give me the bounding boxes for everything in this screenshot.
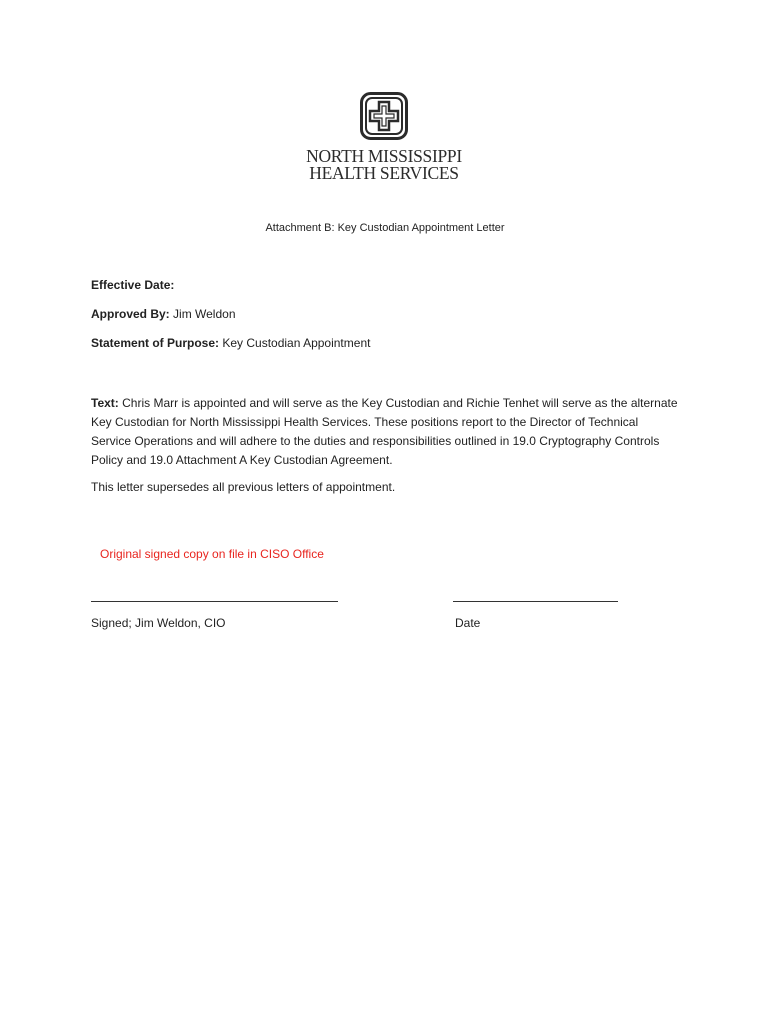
approved-by-value: Jim Weldon	[169, 307, 236, 321]
effective-date-field	[91, 278, 174, 292]
signature-label: Signed; Jim Weldon, CIO	[91, 616, 226, 630]
body-text-label: Text:	[91, 396, 119, 410]
signature-line	[91, 601, 338, 602]
effective-date-label: Effective Date:	[91, 278, 175, 292]
body-paragraph	[91, 394, 681, 470]
statement-of-purpose-field	[91, 336, 370, 350]
cross-icon	[360, 92, 408, 140]
statement-of-purpose-value: Key Custodian Appointment	[219, 336, 371, 350]
statement-of-purpose-label: Statement of Purpose:	[91, 336, 220, 350]
supersede-statement: This letter supersedes all previous letters of appointment.	[91, 480, 396, 494]
document-title: Attachment B: Key Custodian Appointment Letter	[265, 222, 505, 234]
date-line	[453, 601, 618, 602]
date-label: Date	[455, 616, 481, 630]
body-text-value: Chris Marr is appointed and will serve as the Key Custodian and Richie Tenhet will serve as the alternate Key Custodian for North Mississippi Health Services. These positions report to the Director of Technical Service Operations and will adhere to the duties and responsibilities outlined in 19.0 Cryptography Controls Policy and 19.0 Attachment A Key Custodian Agreement.	[91, 396, 678, 467]
logo-text-line-2: HEALTH SERVICES	[309, 163, 459, 183]
logo-text-line-1: NORTH MISSISSIPPI	[306, 146, 462, 166]
approved-by-label: Approved By:	[91, 307, 170, 321]
approved-by-field	[91, 307, 236, 321]
signed-copy-note: Original signed copy on file in CISO Office	[100, 547, 324, 561]
organization-logo	[292, 92, 476, 184]
